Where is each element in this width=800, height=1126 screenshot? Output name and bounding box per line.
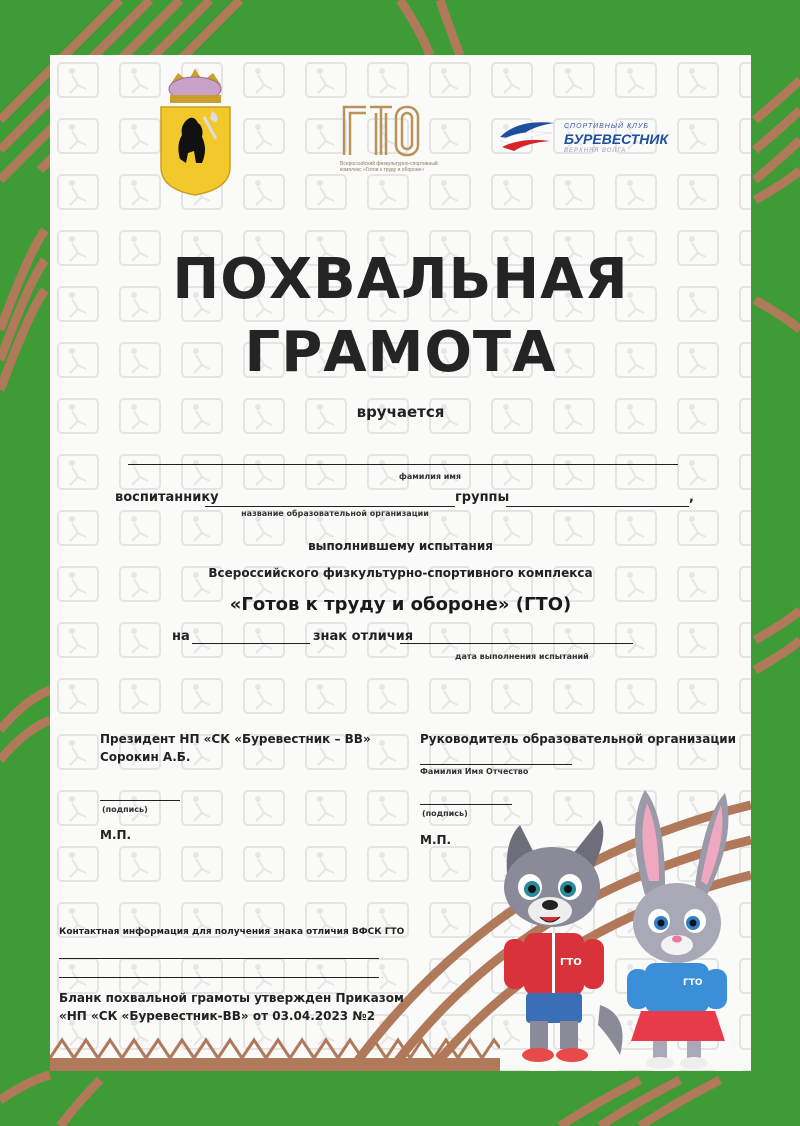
complex-name: Всероссийского физкультурно-спортивного комплекса — [208, 566, 593, 580]
group-label: группы — [455, 490, 510, 505]
surname-hint: фамилия имя — [398, 472, 462, 481]
certificate-sheet — [50, 55, 751, 1071]
certificate-title-line1: ПОХВАЛЬНАЯ — [172, 247, 629, 312]
gto-logo-caption: Всероссийский физкультурно-спортивный комплекс «Готов к труду и обороне» — [340, 161, 438, 173]
hare-badge: ГТО — [683, 978, 703, 988]
org-line — [205, 506, 455, 507]
hare-mascot — [615, 785, 751, 1071]
date-hint: дата выполнения испытаний — [455, 652, 589, 661]
date-line — [400, 643, 633, 644]
head-title: Руководитель образовательной организации — [420, 732, 737, 746]
president-signature-line — [100, 800, 180, 801]
approval-line1: Бланк похвальной грамоты утвержден Приказом — [59, 991, 404, 1005]
zigzag-ornament — [50, 1030, 500, 1071]
name-line — [128, 464, 678, 465]
petrel-flag-icon — [498, 117, 556, 153]
on-label: на — [172, 629, 190, 644]
certificate-title-line2: ГРАМОТА — [244, 320, 557, 385]
badge-line — [192, 643, 310, 644]
president-title: Президент НП «СК «Буревестник – ВВ» — [100, 732, 371, 746]
group-comma: , — [689, 490, 694, 505]
wolf-badge: ГТО — [560, 957, 582, 968]
yaroslavl-coat-of-arms-icon — [158, 67, 233, 197]
gto-logo — [340, 103, 440, 173]
contact-line-1 — [59, 958, 379, 959]
club-name: БУРЕВЕСТНИК — [564, 131, 669, 147]
president-name: Сорокин А.Б. — [100, 750, 191, 764]
president-stamp: М.П. — [100, 828, 132, 842]
approval-line2: «НП «СК «Буревестник-ВВ» от 03.04.2023 №2 — [59, 1009, 376, 1023]
club-caption: СПОРТИВНЫЙ КЛУБ — [564, 123, 649, 130]
head-stamp: М.П. — [420, 833, 452, 847]
org-hint: название образовательной организации — [241, 509, 429, 518]
badge-label: знак отличия — [313, 629, 414, 644]
president-sign-hint: (подпись) — [102, 805, 148, 814]
contact-label: Контактная информация для получения знака отличия ВФСК ГТО — [59, 927, 405, 937]
group-line — [506, 506, 689, 507]
completed-text: выполнившему испытания — [308, 539, 493, 553]
head-sign-hint: (подпись) — [422, 809, 468, 818]
complex-title: «Готов к труду и обороне» (ГТО) — [229, 594, 572, 615]
awarded-text: вручается — [356, 403, 445, 421]
contact-line-2 — [59, 977, 379, 978]
pupil-label: воспитаннику — [115, 490, 219, 505]
gto-logo-icon — [340, 103, 422, 157]
club-subcaption: ВЕРХНЯЯ ВОЛГА — [564, 148, 627, 154]
head-name-hint: Фамилия Имя Отчество — [420, 767, 529, 776]
club-logo — [498, 115, 678, 155]
